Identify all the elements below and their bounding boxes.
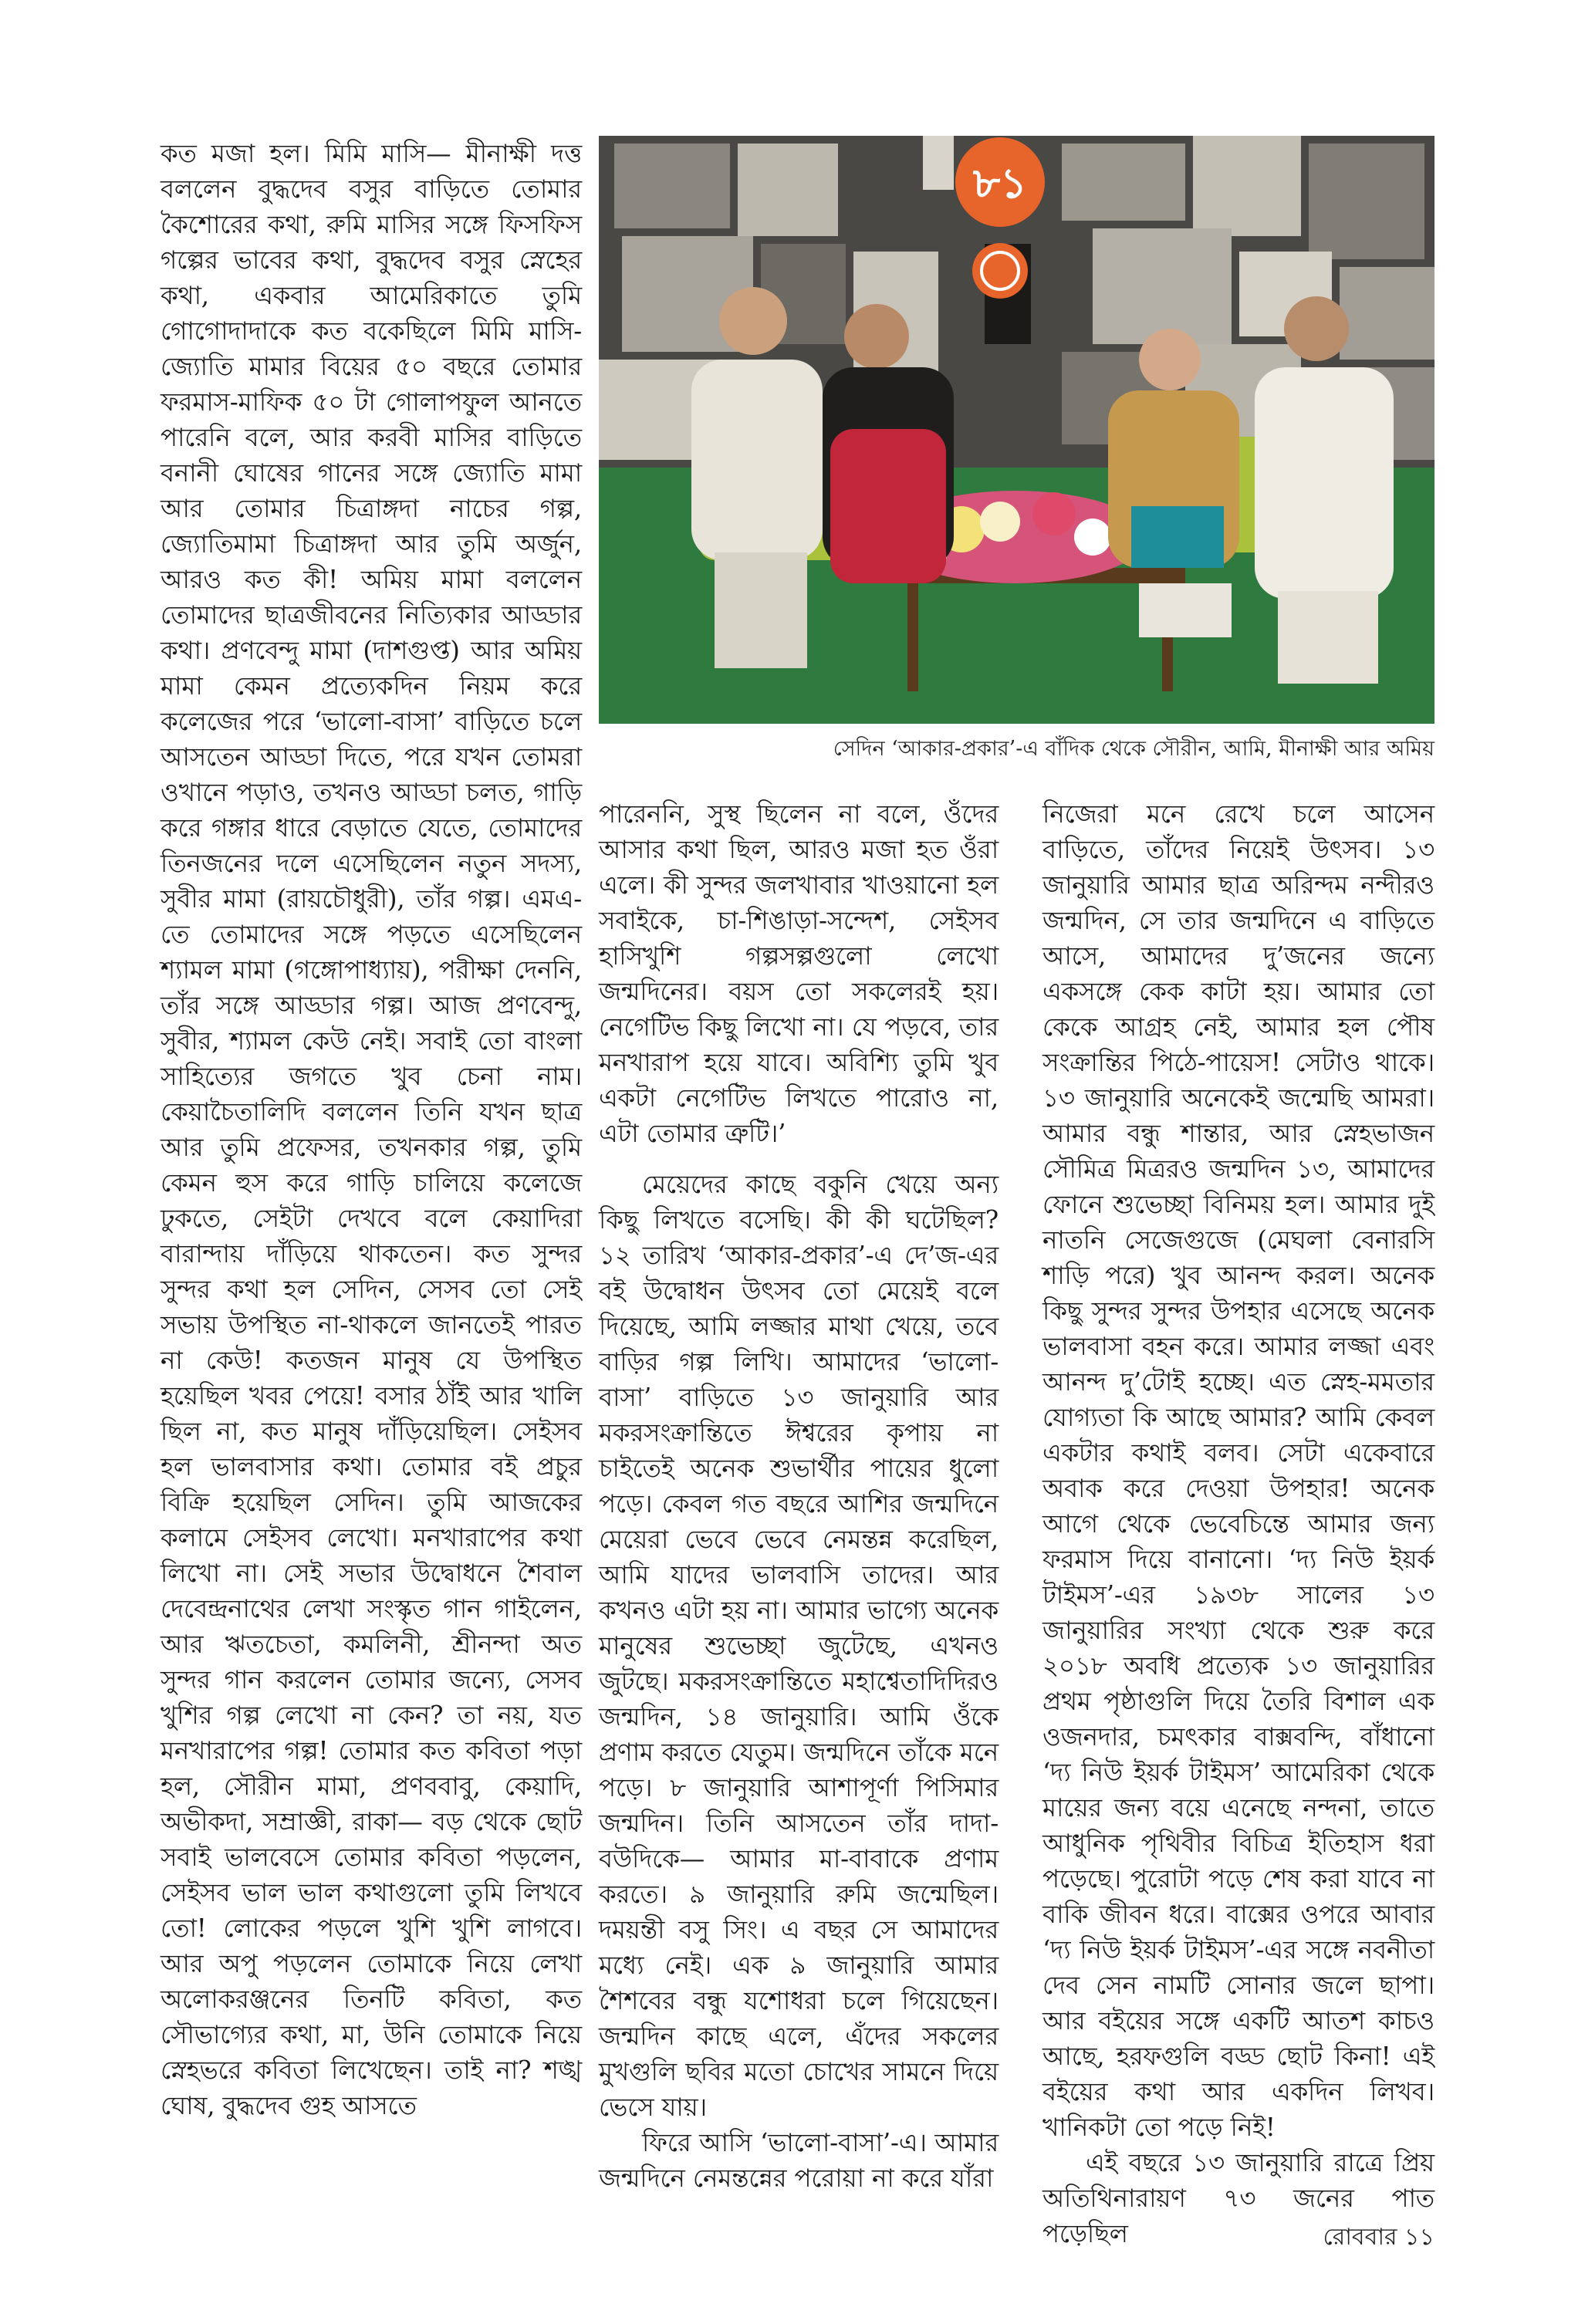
paragraph: এই বছরে ১৩ জানুয়ারি রাত্রে প্রিয় অতিথিনারায়ণ ৭৩ জনের পাত পড়েছিল [1042, 2148, 1434, 2248]
article-column-1 [161, 136, 582, 2188]
person-4 [1255, 367, 1394, 599]
paragraph: কত মজা হল। মিমি মাসি— মীনাক্ষী দত্ত বললেন বুদ্ধদেব বসুর বাড়িতে তোমার কৈশোরের কথা, রুমি মাসির সঙ্গে ফিসফিস গল্পের ভাবের কথা, বুদ্ধদেব বসুর স্নেহের কথা, একবার আমেরিকাতে তুমি গোগোদাদাকে কত বকেছিলে মিমি মাসি-জ্যোতি মামার বিয়ের ৫০ বছরে তোমার ফরমাস-মাফিক ৫০ টা গোলাপফুল আনতে পারেনি বলে, আর করবী মাসির বাড়িতে বনানী ঘোষের গানের সঙ্গে জ্যোতি মামা আর তোমার চিত্রাঙ্গদা নাচের গল্প, জ্যোতিমামা চিত্রাঙ্গদা আর তুমি অর্জুন, আরও কত কী! অমিয় মামা বললেন তোমাদের ছাত্রজীবনের নিত্যিকার আড্ডার কথা। প্রণবেন্দু মামা (দাশগুপ্ত) আর অমিয় মামা কেমন প্রত্যেকদিন নিয়ম করে কলেজের পরে ‘ভালো-বাসা’ বাড়িতে চলে আসতেন আড্ডা দিতে, পরে যখন তোমরা ওখানে পড়াও, তখনও আড্ডা চলত, গাড়ি করে গঙ্গার ধারে বেড়াতে যেতে, তোমাদের তিনজনের দলে এসেছিলেন নতুন সদস্য, সুবীর মামা (রায়চৌধুরী), তাঁর গল্প। এমএ-তে তোমাদের সঙ্গে পড়তে এসেছিলেন শ্যামল মামা (গঙ্গোপাধ্যায়), পরীক্ষা দেননি, তাঁর সঙ্গে আড্ডার গল্প। আজ প্রণবেন্দু, সুবীর, শ্যামল কেউ নেই। সবাই তো বাংলা সাহিত্যের জগতে খুব চেনা নাম। কেয়াচৈতালিদি বললেন তিনি যখন ছাত্র আর তুমি প্রফেসর, তখনকার গল্প, তুমি কেমন হুস করে গাড়ি চালিয়ে কলেজে ঢুকতে, সেইটা দেখবে বলে কেয়াদিরা বারান্দায় দাঁড়িয়ে থাকতেন। কত সুন্দর সুন্দর কথা হল সেদিন, সেসব তো সেই সভায় উপস্থিত না-থাকলে জানতেই পারত না কেউ! কতজন মানুষ যে উপস্থিত হয়েছিল খবর পেয়ে! বসার ঠাঁই আর খালি ছিল না, কত মানুষ দাঁড়িয়েছিল। সেইসব হল ভালবাসার কথা। তোমার বই প্রচুর বিক্রি হয়েছিল সেদিন। তুমি আজকের কলামে সেইসব লেখো। মনখারাপের কথা লিখো না। সেই সভার উদ্বোধনে শৈবাল দেবেন্দ্রনাথের লেখা সংস্কৃত গান গাইলেন, আর ঋতচেতা, কমলিনী, শ্রীনন্দা অত সুন্দর গান করলেন তোমার জন্যে, সেসব খুশির গল্প লেখো না কেন? তা নয়, যত মনখারাপের গল্প! তোমার কত কবিতা পড়া হল, সৌরীন মামা, প্রণববাবু, কেয়াদি, অভীকদা, সম্রাজ্ঞী, রাকা— বড় থেকে ছোট সবাই ভালবেসে তোমার কবিতা পড়লেন, সেইসব ভাল ভাল কথাগুলো তুমি লিখবে তো! লোকের পড়লে খুশি খুশি লাগবে। আর অপু পড়লেন তোমাকে নিয়ে লেখা অলোকরঞ্জনের তিনটি কবিতা, কত সৌভাগ্যের কথা, মা, উনি তোমাকে নিয়ে স্নেহভরে কবিতা লিখেছেন। তাই না? শঙ্খ ঘোষ, বুদ্ধদেব গুহ আসতে [161, 139, 582, 2120]
photo-illustration [599, 136, 1434, 724]
page-footer: রোববার ১১ [1323, 2224, 1434, 2251]
article-column-2 [599, 796, 999, 2193]
person-1 [691, 360, 823, 560]
paragraph: নিজেরা মনে রেখে চলে আসেন বাড়িতে, তাঁদের নিয়েই উৎসব। ১৩ জানুয়ারি আমার ছাত্র অরিন্দম নন্দীরও জন্মদিন, সে তার জন্মদিনে এ বাড়িতে আসে, আমাদের দু’জনের জন্যে একসঙ্গে কেক কাটা হয়। আমার তো কেকে আগ্রহ নেই, আমার হল পৌষ সংক্রান্তির পিঠে-পায়েস! সেটাও থাকে। ১৩ জানুয়ারি অনেকেই জন্মেছি আমরা। আমার বন্ধু শান্তার, আর স্নেহভাজন সৌমিত্র মিত্ররও জন্মদিন ১৩, আমাদের ফোনে শুভেচ্ছা বিনিময় হল। আমার দুই নাতনি সেজেগুজে (মেঘলা বেনারসি শাড়ি পরে) খুব আনন্দ করল। অনেক কিছু সুন্দর সুন্দর উপহার এসেছে অনেক ভালবাসা বহন করে। আমার লজ্জা এবং আনন্দ দু’টোই হচ্ছে। এত স্নেহ-মমতার যোগ্যতা কি আছে আমার? আমি কেবল একটার কথাই বলব। সেটা একেবারে অবাক করে দেওয়া উপহার! অনেক আগে থেকে ভেবেচিন্তে আমার জন্য ফরমাস দিয়ে বানানো। ‘দ্য নিউ ইয়র্ক টাইমস’-এর ১৯৩৮ সালের ১৩ জানুয়ারির সংখ্যা থেকে শুরু করে ২০১৮ অবধি প্রত্যেক ১৩ জানুয়ারির প্রথম পৃষ্ঠাগুলি দিয়ে তৈরি বিশাল এক ওজনদার, চমৎকার বাক্সবন্দি, বাঁধানো ‘দ্য নিউ ইয়র্ক টাইমস’ আমেরিকা থেকে মায়ের জন্য বয়ে এনেছে নন্দনা, তাতে আধুনিক পৃথিবীর বিচিত্র ইতিহাস ধরা পড়েছে। পুরোটা পড়ে শেষ করা যাবে না বাকি জীবন ধরে। বাক্সের ওপরে আবার ‘দ্য নিউ ইয়র্ক টাইমস’-এর সঙ্গে নবনীতা দেব সেন নামটি সোনার জলে ছাপা। আর বইয়ের সঙ্গে একটি আতশ কাচও আছে, হরফগুলি বড্ড ছোট কিনা! এই বইয়ের কথা আর একদিন লিখব। খানিকটা তো পড়ে নিই! [1042, 799, 1434, 2142]
paragraph: ফিরে আসি ‘ভালো-বাসা’-এ। আমার জন্মদিনে নেমন্তন্নের পরোয়া না করে যাঁরা [599, 2128, 999, 2193]
event-photo [599, 136, 1434, 724]
paragraph: মেয়েদের কাছে বকুনি খেয়ে অন্য কিছু লিখতে বসেছি। কী কী ঘটেছিল? ১২ তারিখ ‘আকার-প্রকার’-এ দে’জ-এর বই উদ্বোধন উৎসব তো মেয়েই বলে দিয়েছে, আমি লজ্জার মাথা খেয়ে, তবে বাড়ির গল্প লিখি। আমাদের ‘ভালো-বাসা’ বাড়িতে ১৩ জানুয়ারি আর মকরসংক্রান্তিতে ঈশ্বরের কৃপায় না চাইতেই অনেক শুভার্থীর পায়ের ধুলো পড়ে। কেবল গত বছরে আশির জন্মদিনে মেয়েরা ভেবে ভেবে নেমন্তন্ন করেছিল, আমি যাদের ভালবাসি তাদের। আর কখনও এটা হয় না। আমার ভাগ্যে অনেক মানুষের শুভেচ্ছা জুটেছে, এখনও জুটছে। মকরসংক্রান্তিতে মহাশ্বেতাদিদিরও জন্মদিন, ১৪ জানুয়ারি। আমি ওঁকে প্রণাম করতে যেতুম। জন্মদিনে তাঁকে মনে পড়ে। ৮ জানুয়ারি আশাপূর্ণা পিসিমার জন্মদিন। তিনি আসতেন তাঁর দাদা-বউদিকে— আমার মা-বাবাকে প্রণাম করতে। ৯ জানুয়ারি রুমি জন্মেছিল। দময়ন্তী বসু সিং। এ বছর সে আমাদের মধ্যে নেই। এক ৯ জানুয়ারি আমার শৈশবের বন্ধু যশোধরা চলে গিয়েছেন। জন্মদিন কাছে এলে, এঁদের সকলের মুখগুলি ছবির মতো চোখের সামনে দিয়ে ভেসে যায়। [599, 1170, 999, 2122]
photo-caption: সেদিন ‘আকার-প্রকার’-এ বাঁদিক থেকে সৌরীন, আমি, মীনাক্ষী আর অমিয় [833, 737, 1434, 761]
logo-text: ৮১ [972, 159, 1028, 208]
paragraph: পারেননি, সুস্থ ছিলেন না বলে, ওঁদের আসার কথা ছিল, আরও মজা হত ওঁরা এলে। কী সুন্দর জলখাবার খাওয়ানো হল সবাইকে, চা-শিঙাড়া-সন্দেশ, সেইসব হাসিখুশি গল্পসল্পগুলো লেখো জন্মদিনের। বয়স তো সকলেরই হয়। নেগেটিভ কিছু লিখো না। যে পড়বে, তার মনখারাপ হয়ে যাবে। অবিশ্যি তুমি খুব একটা নেগেটিভ লিখতে পারোও না, এটা তোমার ত্রুটি।’ [599, 799, 999, 1148]
